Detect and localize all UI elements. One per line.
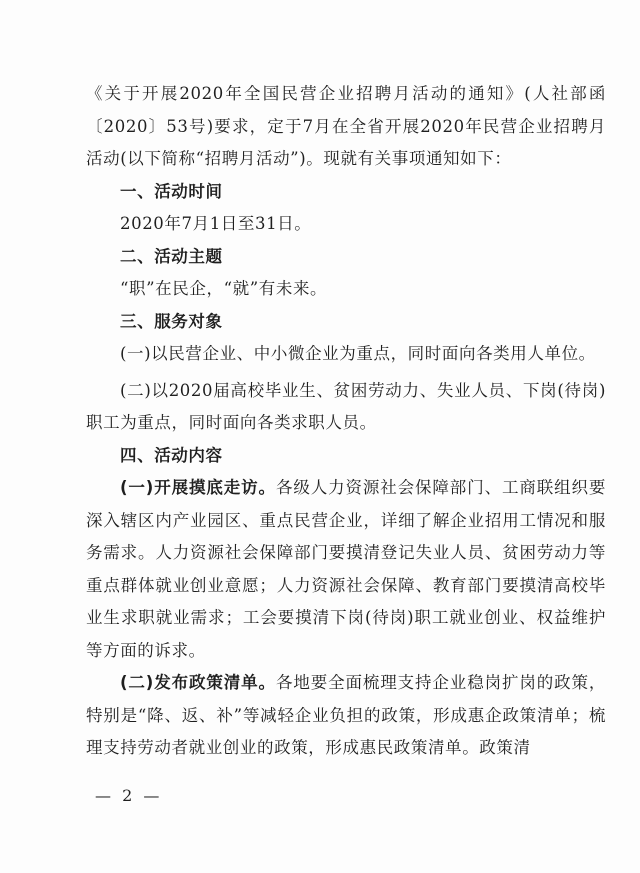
section-heading-activity-time: 一、活动时间 [120, 181, 223, 201]
section-heading-service-target: 三、服务对象 [120, 311, 223, 331]
section-heading-activity-content: 四、活动内容 [120, 445, 223, 465]
content-paragraph-2-lead: (二)发布政策清单。 [120, 673, 276, 692]
content-paragraph-2-body: 各地要全面梳理支持企业稳岗扩岗的政策，特别是“降、返、补”等减轻企业负担的政策，形成惠企政策清单；梳理支持劳动者就业创业的政策，形成惠民政策清单。政策清 [86, 673, 606, 757]
activity-time-paragraph: 2020年7月1日至31日。 [120, 214, 312, 233]
activity-theme-paragraph: “职”在民企，“就”有未来。 [120, 279, 328, 298]
content-paragraph-1-body: 各级人力资源社会保障部门、工商联组织要深入辖区内产业园区、重点民营企业，详细了解企业招用工情况和服务需求。人力资源社会保障部门要摸清登记失业人员、贫困劳动力等重点群体就业创业意愿；人力资源社会保障、教育部门要摸清高校毕业生求职就业需求；工会要摸清下岗(待岗)职工就业创业、权益维护等方面的诉求。 [86, 478, 606, 660]
intro-paragraph: 《关于开展2020年全国民营企业招聘月活动的通知》(人社部函〔2020〕53号)要求，定于7月在全省开展2020年民营企业招聘月活动(以下简称“招聘月活动”)。现就有关事项通知如下： [86, 84, 606, 168]
service-target-paragraph-1: (一)以民营企业、中小微企业为重点，同时面向各类用人单位。 [120, 344, 596, 363]
page-number: — 2 — [95, 786, 163, 805]
section-heading-activity-theme: 二、活动主题 [120, 246, 223, 266]
content-paragraph-1 [86, 472, 606, 667]
document-body [86, 78, 606, 765]
content-paragraph-2 [86, 667, 606, 765]
content-paragraph-1-lead: (一)开展摸底走访。 [120, 478, 276, 497]
service-target-paragraph-2: (二)以2020届高校毕业生、贫困劳动力、失业人员、下岗(待岗)职工为重点，同时面向各类求职人员。 [86, 380, 606, 432]
